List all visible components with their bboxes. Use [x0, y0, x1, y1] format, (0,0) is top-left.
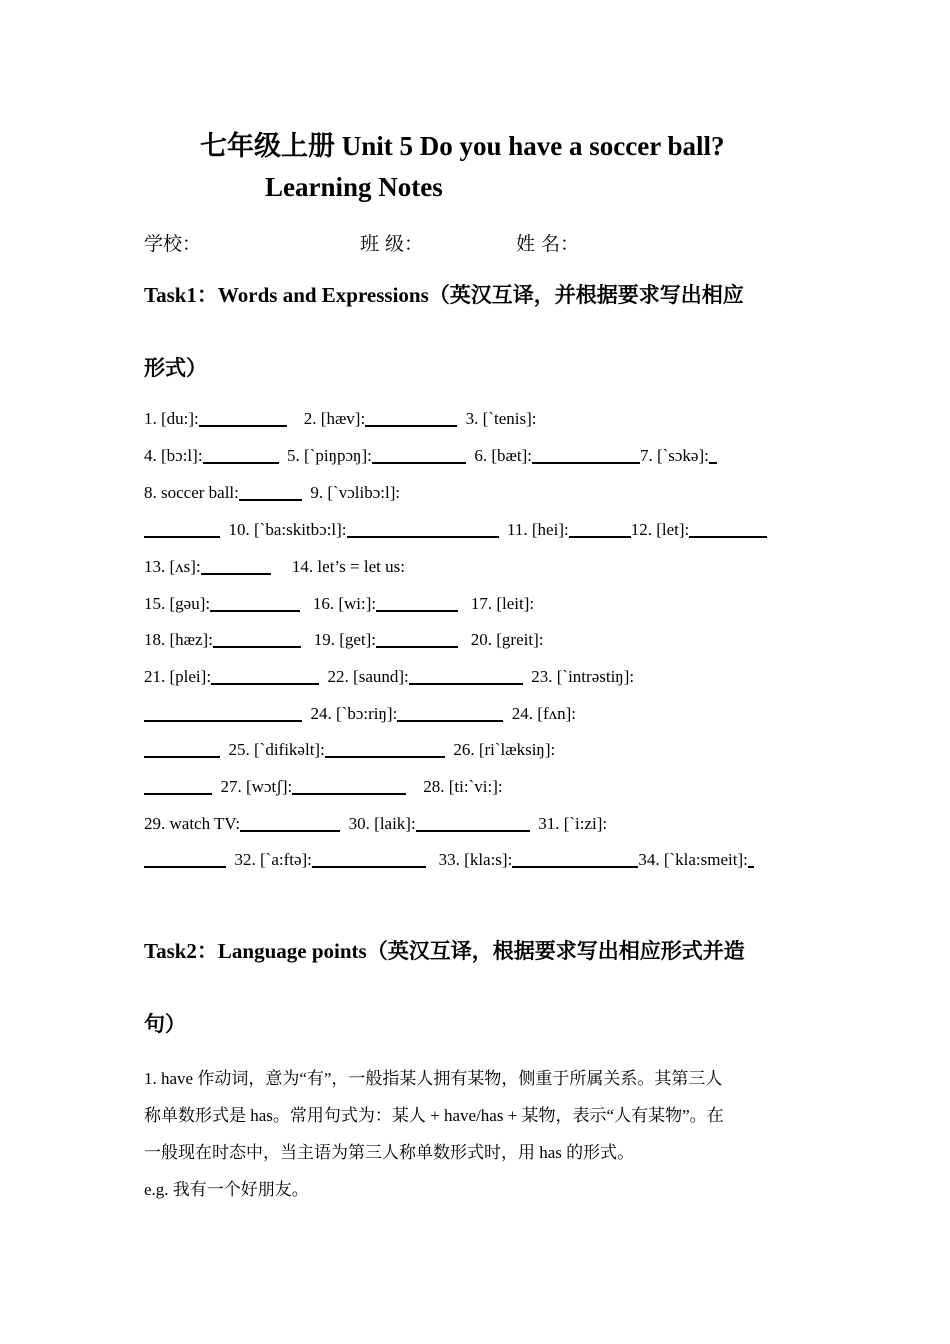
vocab-item: 9. [`vɔlibɔ:l]:: [310, 483, 401, 502]
vocab-item: 22. [saund]:: [327, 667, 409, 686]
answer-blank[interactable]: [748, 849, 754, 868]
vocab-item: 13. [ʌs]:: [144, 557, 201, 576]
answer-blank[interactable]: [144, 849, 226, 868]
vocab-item: 5. [`piŋpɔŋ]:: [287, 446, 372, 465]
vocab-item: 24. [`bɔ:riŋ]:: [310, 704, 398, 723]
vocab-line: [144, 629, 543, 650]
vocab-line: [144, 408, 537, 429]
page-title: 七年级上册 Unit 5 Do you have a soccer ball?: [200, 131, 725, 161]
answer-blank[interactable]: [144, 703, 302, 722]
answer-blank[interactable]: [372, 445, 466, 464]
answer-blank[interactable]: [211, 666, 319, 685]
answer-blank[interactable]: [144, 776, 212, 795]
vocab-item: 21. [plei]:: [144, 667, 212, 686]
answer-blank[interactable]: [569, 519, 631, 538]
answer-blank[interactable]: [397, 703, 503, 722]
vocab-item: 4. [bɔ:l]:: [144, 446, 203, 465]
answer-blank[interactable]: [376, 629, 458, 648]
answer-blank[interactable]: [199, 408, 287, 427]
language-point-line: 一般现在时态中，当主语为第三人称单数形式时，用 has 的形式。: [144, 1143, 635, 1162]
vocab-line: [144, 519, 767, 540]
answer-blank[interactable]: [203, 445, 279, 464]
vocab-item: 32. [`a:ftə]:: [234, 850, 312, 869]
vocab-line: [144, 445, 717, 466]
vocab-line: [144, 849, 754, 870]
vocab-item: 33. [kla:s]:: [438, 850, 513, 869]
answer-blank[interactable]: [416, 813, 530, 832]
school-label: 学校：: [144, 233, 202, 255]
answer-blank[interactable]: [376, 593, 458, 612]
answer-blank[interactable]: [512, 849, 638, 868]
vocab-item: 34. [`kla:smeit]:: [638, 850, 748, 869]
answer-blank[interactable]: [409, 666, 523, 685]
answer-blank[interactable]: [347, 519, 499, 538]
answer-blank[interactable]: [239, 482, 302, 501]
vocab-line: [144, 813, 607, 834]
name-label: 姓 名：: [516, 233, 580, 255]
vocab-item: 18. [hæz]:: [144, 630, 213, 649]
answer-blank[interactable]: [365, 408, 457, 427]
answer-blank[interactable]: [240, 813, 340, 832]
answer-blank[interactable]: [210, 593, 300, 612]
vocab-item: 2. [hæv]:: [303, 409, 366, 428]
answer-blank[interactable]: [201, 556, 271, 575]
language-point-line: 1. have 作动词，意为“有”，一般指某人拥有某物，侧重于所属关系。其第三人: [144, 1069, 723, 1088]
vocab-item: 23. [`intrəstiŋ]:: [531, 667, 635, 686]
vocab-item: 29. watch TV:: [144, 814, 241, 833]
vocab-item: 10. [`ba:skitbɔ:l]:: [228, 520, 347, 539]
vocab-item: 8. soccer ball:: [144, 483, 239, 502]
vocab-item: 20. [greit]:: [470, 630, 544, 649]
vocab-item: 1. [du:]:: [144, 409, 199, 428]
vocab-item: 25. [`difikəlt]:: [228, 740, 325, 759]
class-label: 班 级：: [360, 233, 424, 255]
vocab-item: 30. [laik]:: [348, 814, 416, 833]
vocab-item: 12. [let]:: [630, 520, 690, 539]
vocab-item: 27. [wɔtʃ]:: [220, 777, 293, 796]
vocab-item: 26. [ri`læksiŋ]:: [453, 740, 556, 759]
vocab-item: 14. let’s = let us:: [291, 557, 405, 576]
vocab-line: [144, 666, 634, 687]
example-sentence: e.g. 我有一个好朋友。: [144, 1180, 309, 1199]
task2-heading-cont: 句）: [144, 1012, 186, 1036]
vocab-item: 3. [`tenis]:: [465, 409, 537, 428]
vocab-item: 31. [`i:zi]:: [538, 814, 608, 833]
vocab-line: [144, 776, 503, 797]
answer-blank[interactable]: [144, 519, 220, 538]
vocab-item: 28. [ti:`vi:]:: [423, 777, 503, 796]
vocab-line: [144, 739, 555, 760]
task1-heading-cont: 形式）: [144, 356, 207, 380]
language-point-line: 称单数形式是 has。常用句式为：某人 + have/has + 某物，表示“人有某物”。在: [144, 1106, 724, 1125]
vocab-item: 15. [gəu]:: [144, 594, 211, 613]
vocab-item: 11. [hei]:: [507, 520, 569, 539]
answer-blank[interactable]: [689, 519, 767, 538]
answer-blank[interactable]: [312, 849, 426, 868]
answer-blank[interactable]: [144, 739, 220, 758]
vocab-line: [144, 556, 405, 577]
vocab-line: [144, 482, 400, 503]
task2-heading: Task2：Language points（英汉互译，根据要求写出相应形式并造: [144, 939, 745, 963]
answer-blank[interactable]: [709, 445, 717, 464]
answer-blank[interactable]: [292, 776, 406, 795]
vocab-line: [144, 593, 534, 614]
vocab-item: 7. [`sɔkə]:: [639, 446, 709, 465]
task1-heading: Task1：Words and Expressions（英汉互译，并根据要求写出相应: [144, 283, 744, 307]
vocab-item: 19. [get]:: [313, 630, 377, 649]
vocab-line: [144, 703, 576, 724]
vocab-item: 16. [wi:]:: [312, 594, 377, 613]
vocab-item: 17. [leit]:: [470, 594, 535, 613]
answer-blank[interactable]: [325, 739, 445, 758]
vocab-item: 24. [fʌn]:: [511, 704, 576, 723]
answer-blank[interactable]: [213, 629, 301, 648]
page-subtitle: Learning Notes: [265, 172, 443, 202]
vocab-item: 6. [bæt]:: [474, 446, 532, 465]
answer-blank[interactable]: [532, 445, 640, 464]
